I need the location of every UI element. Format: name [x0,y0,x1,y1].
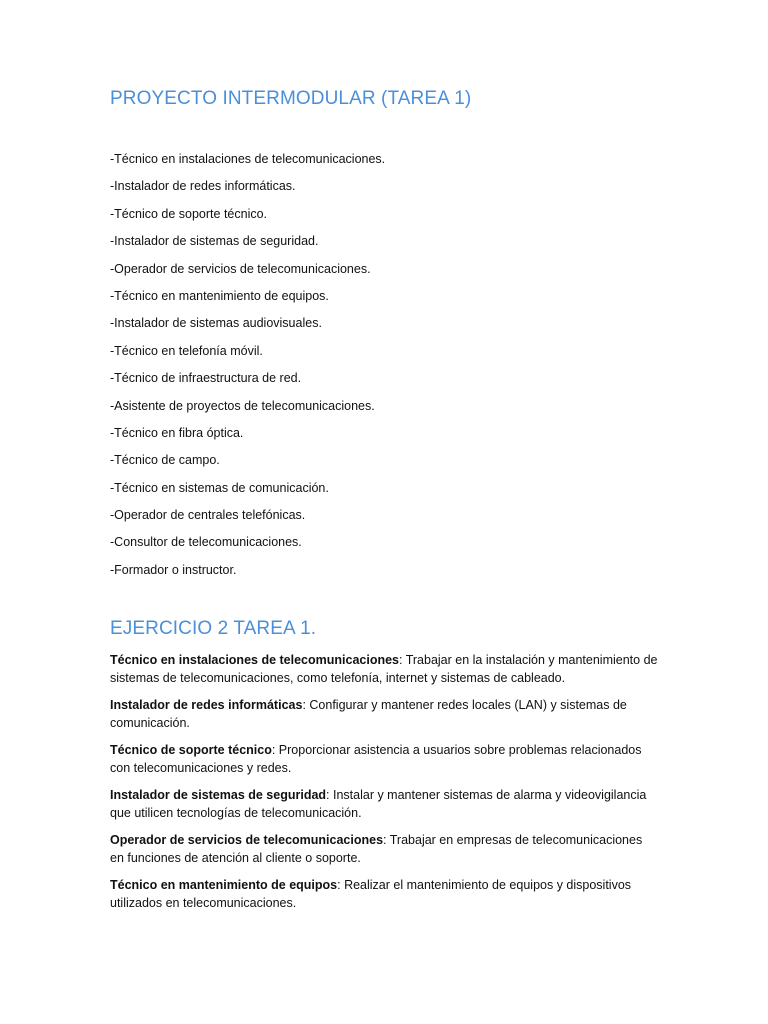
list-item: -Técnico en mantenimiento de equipos. [110,288,329,303]
document-title: PROYECTO INTERMODULAR (TAREA 1) [110,88,472,109]
list-item: -Operador de centrales telefónicas. [110,508,306,523]
list-item: -Instalador de sistemas de seguridad. [110,234,319,249]
description-term: Técnico en mantenimiento de equipos [110,878,338,892]
description-term: Técnico de soporte técnico [110,743,272,757]
list-item: -Formador o instructor. [110,562,237,577]
list-item: -Instalador de sistemas audiovisuales. [110,316,322,331]
list-item: -Técnico de campo. [110,453,220,468]
description-paragraph [110,787,658,822]
list-item: -Técnico en sistemas de comunicación. [110,480,329,495]
description-paragraph [110,697,658,732]
list-item: -Asistente de proyectos de telecomunicaciones. [110,398,375,413]
description-paragraph [110,832,658,867]
description-text: : Realizar el mantenimiento de equipos y dispositivos utilizados en telecomunicaciones. [110,878,632,910]
list-item: -Operador de servicios de telecomunicaciones. [110,261,371,276]
description-text: : Configurar y mantener redes locales (LAN) y sistemas de comunicación. [110,698,627,730]
description-text: : Trabajar en la instalación y mantenimiento de sistemas de telecomunicaciones, como telefonía, internet y sistemas de cableado. [110,653,658,685]
description-term: Operador de servicios de telecomunicaciones [110,833,384,847]
description-paragraph [110,742,658,777]
description-term: Técnico en instalaciones de telecomunicaciones [110,653,399,667]
list-item: -Instalador de redes informáticas. [110,179,296,194]
description-list [110,652,658,922]
list-item: -Técnico en instalaciones de telecomunicaciones. [110,152,386,166]
list-item: -Técnico en telefonía móvil. [110,343,263,358]
list-item: -Consultor de telecomunicaciones. [110,535,302,550]
description-paragraph [110,652,658,687]
description-term: Instalador de redes informáticas [110,698,303,712]
description-text: : Trabajar en empresas de telecomunicaciones en funciones de atención al cliente o soporte. [110,833,643,865]
exercise-title: EJERCICIO 2 TAREA 1. [110,618,317,639]
description-text: : Instalar y mantener sistemas de alarma y videovigilancia que utilicen tecnologías de telecomunicación. [110,788,647,820]
job-list [110,151,385,589]
list-item: -Técnico de infraestructura de red. [110,371,302,386]
list-item: -Técnico en fibra óptica. [110,425,244,440]
description-paragraph [110,877,658,912]
description-term: Instalador de sistemas de seguridad [110,788,327,802]
description-text: : Proporcionar asistencia a usuarios sobre problemas relacionados con telecomunicaciones y redes. [110,743,642,775]
list-item: -Técnico de soporte técnico. [110,206,268,221]
